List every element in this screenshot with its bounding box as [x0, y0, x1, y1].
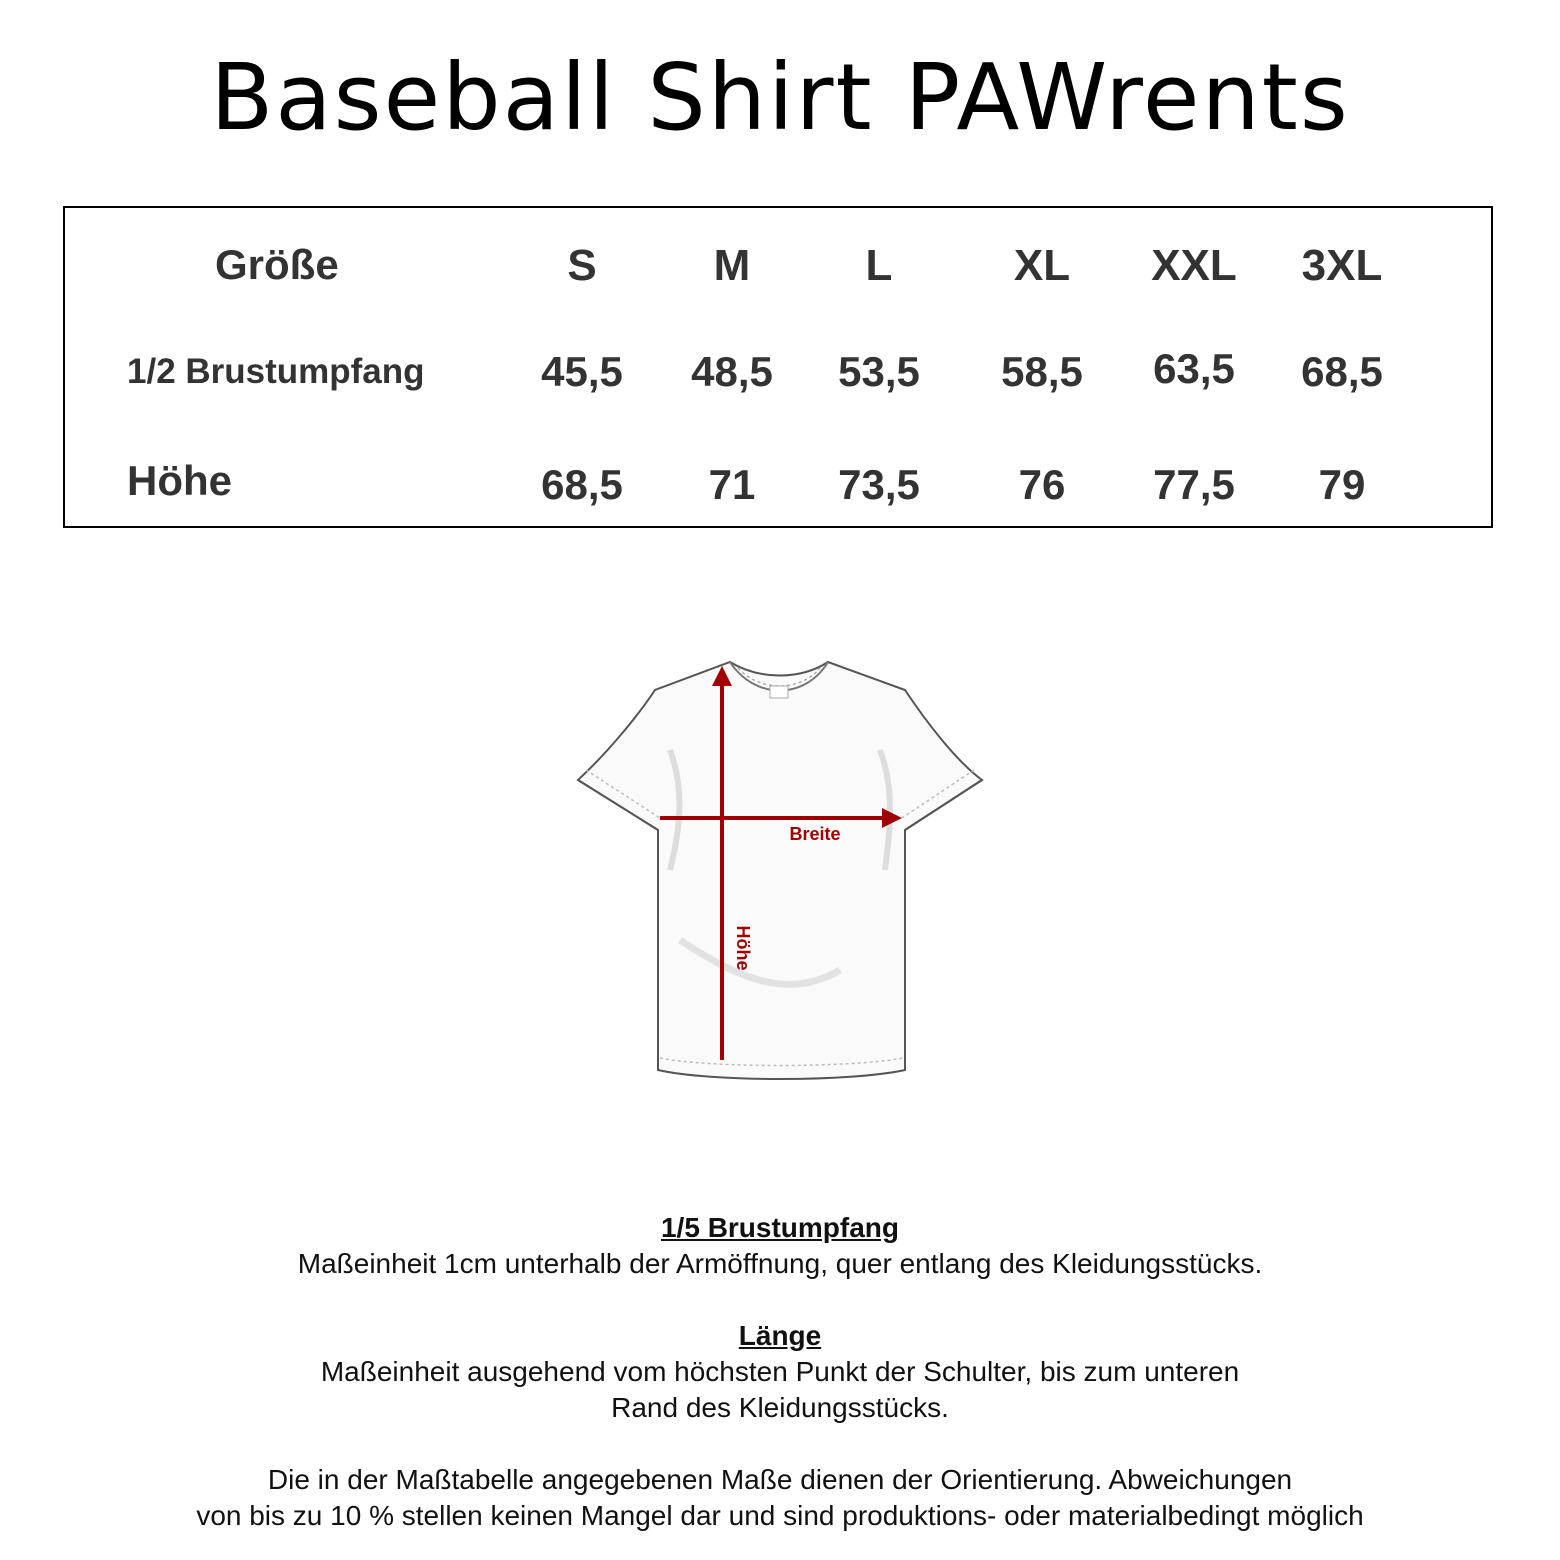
chest-value-3xl: 68,5: [1301, 348, 1383, 395]
length-text-1: Maßeinheit ausgehend vom höchsten Punkt der Schulter, bis zum unteren: [320, 1356, 1240, 1387]
height-value-m: 71: [708, 461, 756, 508]
length-heading: Länge: [738, 1320, 822, 1351]
tshirt-diagram: [560, 640, 1000, 1100]
height-label: Höhe: [127, 457, 232, 504]
disclaimer-1: Die in der Maßtabelle angegebenen Maße dienen der Orientierung. Abweichungen: [267, 1464, 1293, 1495]
height-value-l: 73,5: [838, 461, 920, 508]
length-text-2: Rand des Kleidungsstücks.: [611, 1392, 949, 1423]
chest-heading: 1/5 Brustumpfang: [660, 1212, 900, 1243]
height-value-xxl: 77,5: [1153, 461, 1235, 508]
size-header-m: M: [713, 241, 751, 290]
chest-text: Maßeinheit 1cm unterhalb der Armöffnung, quer entlang des Kleidungsstücks.: [297, 1248, 1263, 1279]
measurement-notes: [0, 1210, 1560, 1534]
height-value-s: 68,5: [541, 461, 623, 508]
page-title: Baseball Shirt PAWrents: [210, 44, 1350, 151]
chest-label: 1/2 Brustumpfang: [127, 352, 425, 391]
size-header-xl: XL: [1013, 241, 1071, 290]
size-header-s: S: [567, 241, 597, 290]
width-label: Breite: [789, 824, 841, 844]
chest-value-s: 45,5: [541, 348, 623, 395]
size-table: [63, 206, 1493, 528]
chest-value-l: 53,5: [838, 348, 920, 395]
size-label: Größe: [215, 241, 339, 288]
size-header-l: L: [865, 241, 893, 290]
chest-value-xxl: 63,5: [1153, 345, 1235, 392]
height-diagram-label: Höhe: [733, 925, 753, 971]
disclaimer-2: von bis zu 10 % stellen keinen Mangel dar und sind produktions- oder materialbedingt möglich: [196, 1500, 1364, 1531]
tshirt-outline-icon: [578, 662, 982, 1079]
chest-value-m: 48,5: [691, 348, 773, 395]
size-header-3xl: 3XL: [1301, 241, 1383, 290]
size-header-xxl: XXL: [1151, 241, 1237, 290]
height-value-xl: 76: [1018, 461, 1066, 508]
height-value-3xl: 79: [1318, 461, 1366, 508]
chest-value-xl: 58,5: [1001, 348, 1083, 395]
